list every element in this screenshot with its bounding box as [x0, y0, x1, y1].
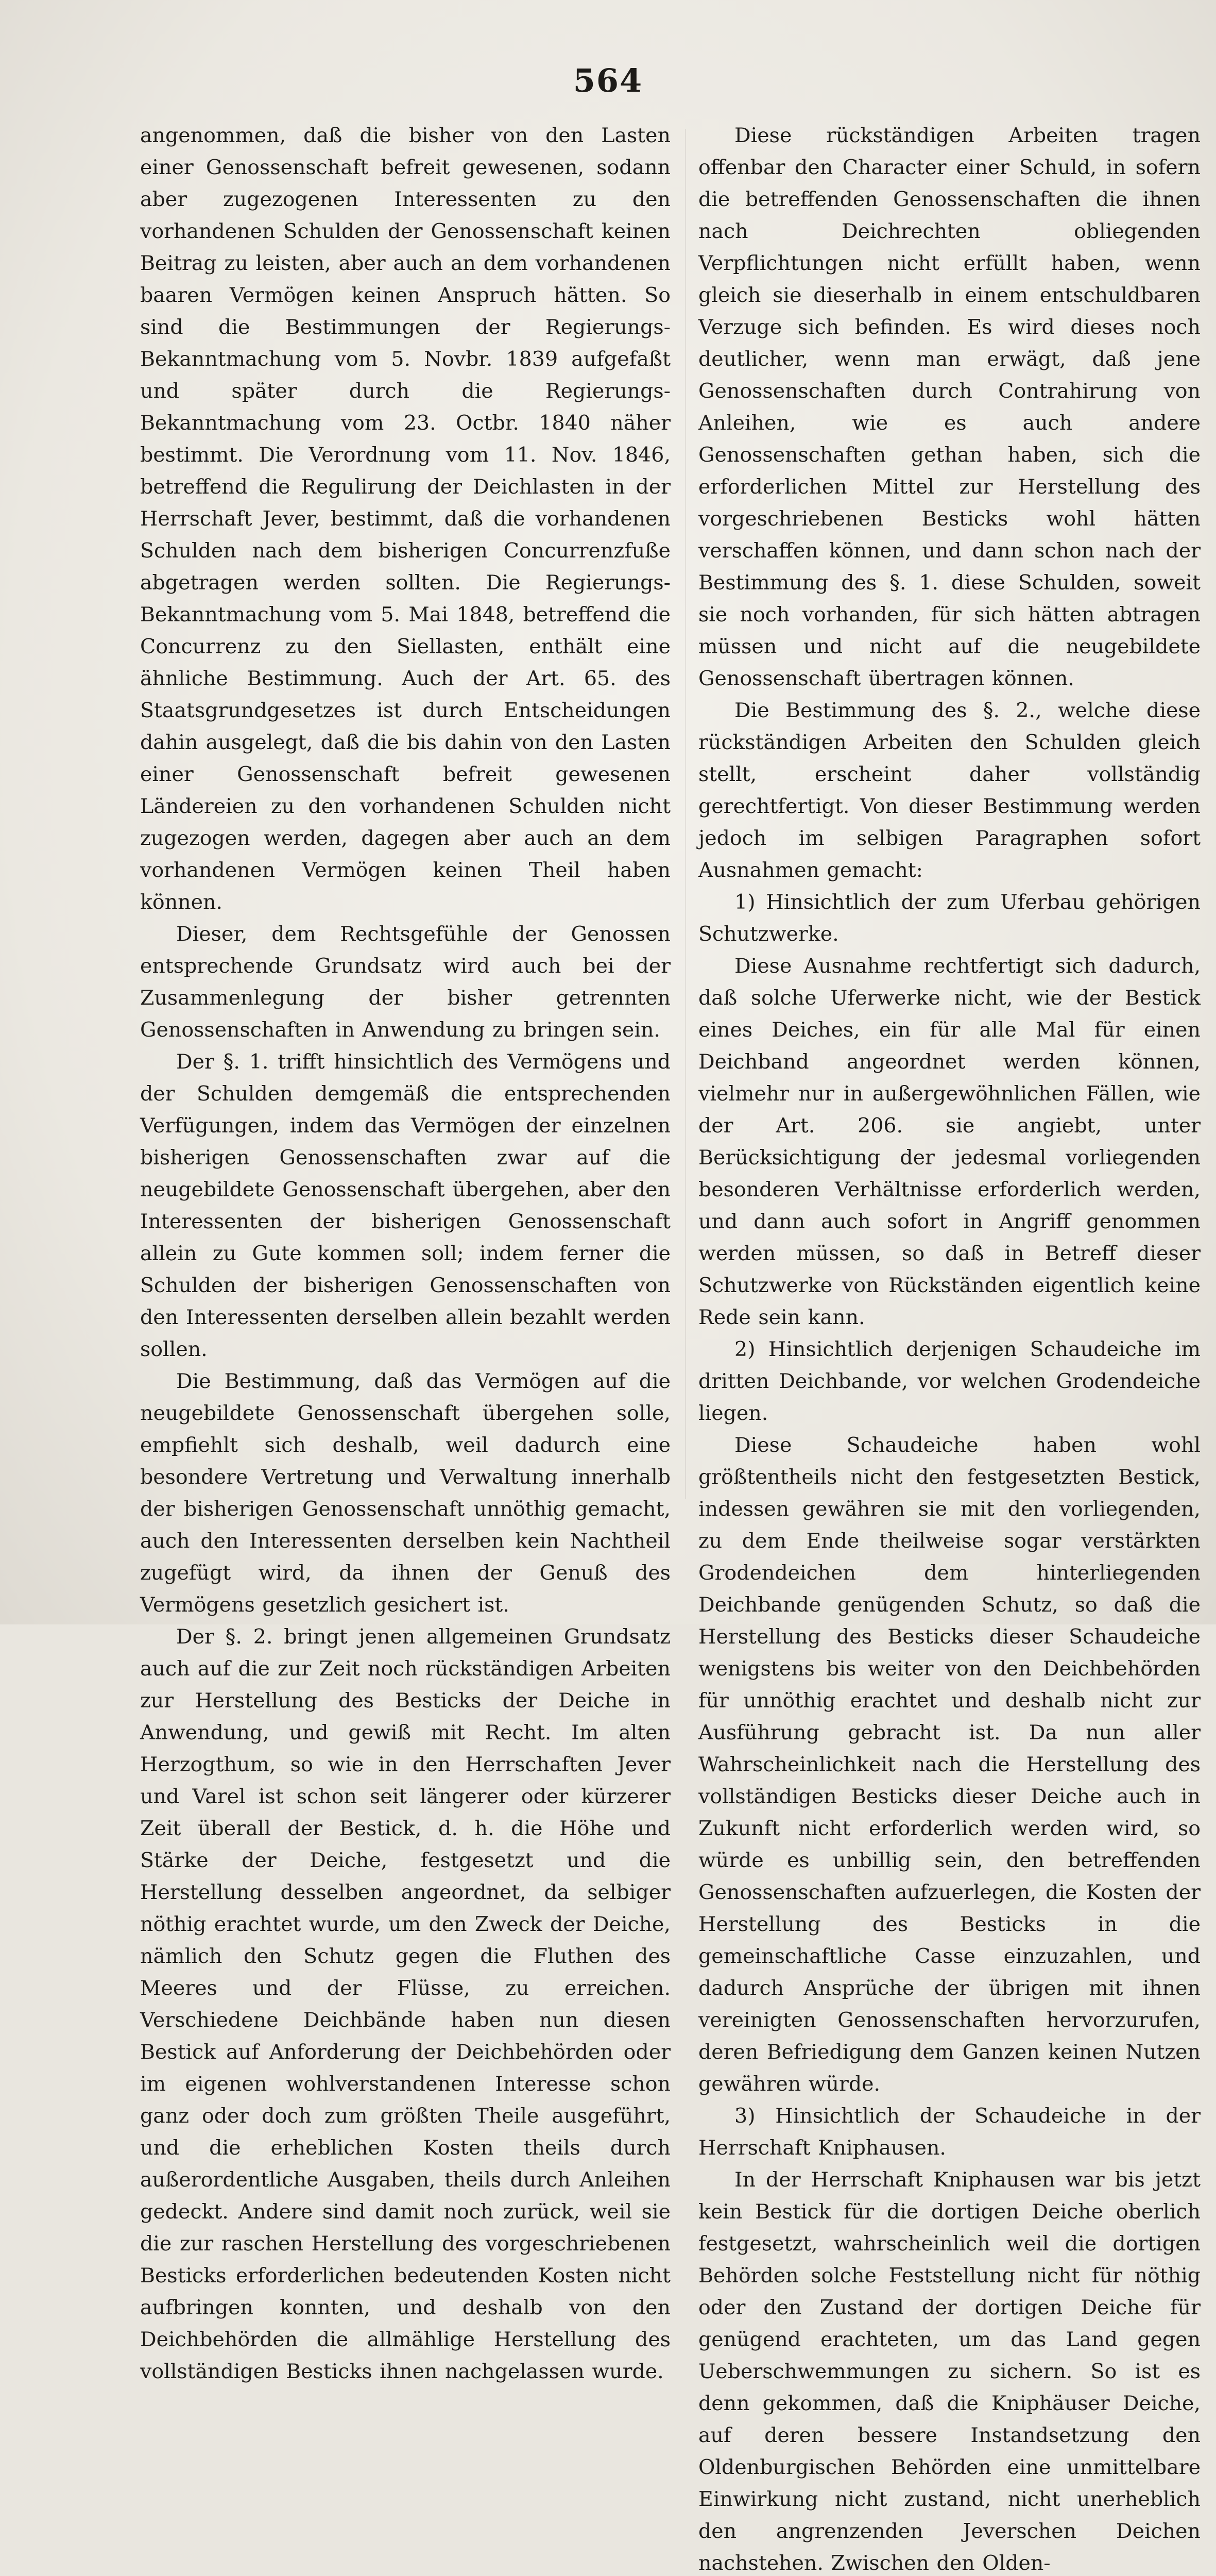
- column-gutter: [685, 129, 686, 1499]
- section-heading: 2) Hinsichtlich derjenigen Schaudeiche im dritten Deichbande, vor welchen Grodendeiche liegen.: [698, 1337, 1201, 1425]
- paragraph: Der §. 2. bringt jenen allgemeinen Grundsatz auch auf die zur Zeit noch rückständigen Arbeiten zur Herstellung des Besticks der Deiche in Anwendung, und gewiß mit Recht. Im alten Herzogthum, so wie in den Herrschaften Jever und Varel ist schon seit längerer oder kürzerer Zeit überall der Bestick, d. h. die Höhe und Stärke der Deiche, festgesetzt und die Herstellung desselben angeordnet, da selbiger nöthig erachtet wurde, um den Zweck der Deiche, nämlich den Schutz gegen die Fluthen des Meeres und der Flüsse, zu erreichen. Verschiedene Deichbände haben nun diesen Bestick auf Anforderung der Deichbehörden oder im eigenen wohlverstandenen Interesse schon ganz oder doch zum größten Theile ausgeführt, und die erheblichen Kosten theils durch außerordentliche Ausgaben, theils durch Anleihen gedeckt. Andere sind damit noch zurück, weil sie die zur raschen Herstellung des vorgeschriebenen Besticks erforderlichen bedeutenden Kosten nicht aufbringen konnten, und deshalb von den Deichbehörden die allmählige Herstellung des vollständigen Besticks ihnen nachgelassen wurde.: [140, 1625, 671, 2383]
- left-column: [140, 120, 671, 2387]
- paragraph: Diese rückständigen Arbeiten tragen offenbar den Character einer Schuld, in sofern die betreffenden Genossenschaften die ihnen nach Deichrechten obliegenden Verpflichtungen nicht erfüllt haben, wenn gleich sie dieserhalb in einem entschuldbaren Verzuge sich befinden. Es wird dieses noch deutlicher, wenn man erwägt, daß jene Genossenschaften durch Contrahirung von Anleihen, wie es auch andere Genossenschaften gethan haben, sich die erforderlichen Mittel zur Herstellung des vorgeschriebenen Besticks wohl hätten verschaffen können, und dann schon nach der Bestimmung des §. 1. diese Schulden, soweit sie noch vorhanden, für sich hätten abtragen müssen und nicht auf die neugebildete Genossenschaft übertragen können.: [698, 124, 1201, 690]
- section-heading: 3) Hinsichtlich der Schaudeiche in der Herrschaft Kniphausen.: [698, 2104, 1201, 2160]
- right-column: [698, 120, 1201, 2576]
- paragraph: Diese Schaudeiche haben wohl größtentheils nicht den festgesetzten Bestick, indessen gewähren sie mit den vorliegenden, zu dem Ende theilweise sogar verstärkten Grodendeichen dem hinterliegenden Deichbande genügenden Schutz, so daß die Herstellung des Besticks dieser Schaudeiche wenigstens bis weiter von den Deichbehörden für unnöthig erachtet und deshalb nicht zur Ausführung gebracht ist. Da nun aller Wahrscheinlichkeit nach die Herstellung des vollständigen Besticks dieser Deiche auch in Zukunft nicht erforderlich werden wird, so würde es unbillig sein, den betreffenden Genossenschaften aufzuerlegen, die Kosten der Herstellung des Besticks in die gemeinschaftliche Casse einzuzahlen, und dadurch Ansprüche der übrigen mit ihnen vereinigten Genossenschaften hervorzurufen, deren Befriedigung dem Ganzen keinen Nutzen gewähren würde.: [698, 1433, 1201, 2096]
- paragraph: In der Herrschaft Kniphausen war bis jetzt kein Bestick für die dortigen Deiche oberlich festgesetzt, wahrscheinlich weil die dortigen Behörden solche Feststellung nicht für nöthig oder den Zustand der dortigen Deiche für genügend erachteten, um das Land gegen Ueberschwemmungen zu sichern. So ist es denn gekommen, daß die Kniphäuser Deiche, auf deren bessere Instandsetzung den Oldenburgischen Behörden eine unmittelbare Einwirkung nicht zustand, nicht unerheblich den angrenzenden Jeverschen Deichen nachstehen. Zwischen den Olden-: [698, 2168, 1201, 2575]
- paragraph: Der §. 1. trifft hinsichtlich des Vermögens und der Schulden demgemäß die entsprechenden Verfügungen, indem das Vermögen der einzelnen bisherigen Genossenschaften zwar auf die neugebildete Genossenschaft übergehen, aber den Interessenten der bisherigen Genossenschaft allein zu Gute kommen soll; indem ferner die Schulden der bisherigen Genossenschaften von den Interessenten derselben allein bezahlt werden sollen.: [140, 1050, 671, 1361]
- paragraph: Die Bestimmung des §. 2., welche diese rückständigen Arbeiten den Schulden gleich stellt, erscheint daher vollständig gerechtfertigt. Von dieser Bestimmung werden jedoch im selbigen Paragraphen sofort Ausnahmen gemacht:: [698, 699, 1201, 882]
- section-heading: 1) Hinsichtlich der zum Uferbau gehörigen Schutzwerke.: [698, 890, 1201, 946]
- paragraph: Die Bestimmung, daß das Vermögen auf die neugebildete Genossenschaft übergehen solle, empfiehlt sich deshalb, weil dadurch eine besondere Vertretung und Verwaltung innerhalb der bisherigen Genossenschaft unnöthig gemacht, auch den Interessenten derselben kein Nachtheil zugefügt wird, da ihnen der Genuß des Vermögens gesetzlich gesichert ist.: [140, 1369, 671, 1617]
- page-number: 564: [573, 62, 643, 99]
- paragraph: angenommen, daß die bisher von den Lasten einer Genossenschaft befreit gewesenen, sodann aber zugezogenen Interessenten zu den vorhandenen Schulden der Genossenschaft keinen Beitrag zu leisten, aber auch an dem vorhandenen baaren Vermögen keinen Anspruch hätten. So sind die Bestimmungen der Regierungs-Bekanntmachung vom 5. Novbr. 1839 aufgefaßt und später durch die Regierungs-Bekanntmachung vom 23. Octbr. 1840 näher bestimmt. Die Verordnung vom 11. Nov. 1846, betreffend die Regulirung der Deichlasten in der Herrschaft Jever, bestimmt, daß die vorhandenen Schulden nach dem bisherigen Concurrenzfuße abgetragen werden sollten. Die Regierungs-Bekanntmachung vom 5. Mai 1848, betreffend die Concurrenz zu den Siellasten, enthält eine ähnliche Bestimmung. Auch der Art. 65. des Staatsgrundgesetzes ist durch Entscheidungen dahin ausgelegt, daß die bis dahin von den Lasten einer Genossenschaft befreit gewesenen Ländereien zu den vorhandenen Schulden nicht zugezogen werden, dagegen aber auch an dem vorhandenen Vermögen keinen Theil haben können.: [140, 124, 671, 914]
- paragraph: Dieser, dem Rechtsgefühle der Genossen entsprechende Grundsatz wird auch bei der Zusammenlegung der bisher getrennten Genossenschaften in Anwendung zu bringen sein.: [140, 922, 671, 1042]
- paragraph: Diese Ausnahme rechtfertigt sich dadurch, daß solche Uferwerke nicht, wie der Bestick eines Deiches, ein für alle Mal für einen Deichband angeordnet werden können, vielmehr nur in außergewöhnlichen Fällen, wie der Art. 206. sie angiebt, unter Berücksichtigung der jedesmal vorliegenden besonderen Verhältnisse erforderlich werden, und dann auch sofort in Angriff genommen werden müssen, so daß in Betreff dieser Schutzwerke von Rückständen eigentlich keine Rede sein kann.: [698, 954, 1201, 1329]
